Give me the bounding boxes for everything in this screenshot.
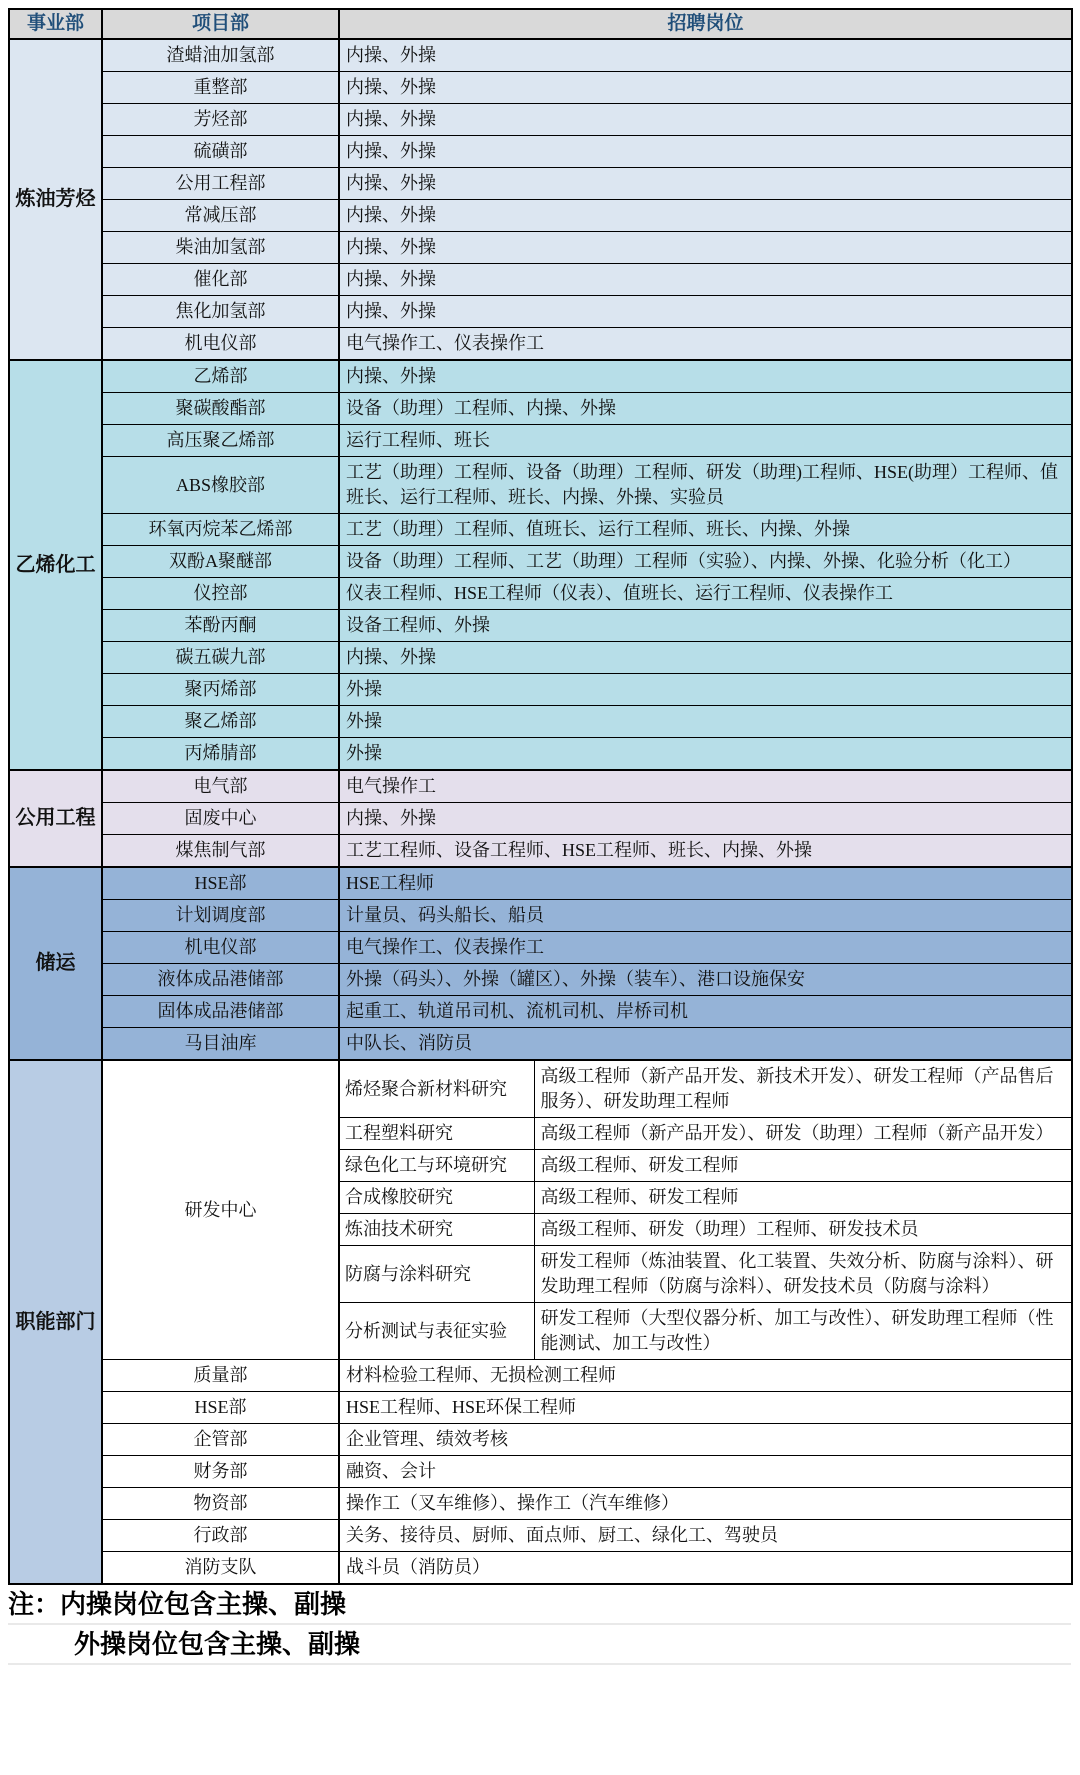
note-line: 外操岗位包含主操、副操	[8, 1625, 1071, 1665]
research-area-cell: 绿色化工与环境研究	[339, 1150, 534, 1182]
positions-cell: 内操、外操	[339, 200, 1072, 232]
table-row	[9, 328, 1072, 361]
dept-cell: 机电仪部	[102, 328, 339, 361]
dept-cell: 消防支队	[102, 1552, 339, 1585]
dept-cell: 苯酚丙酮	[102, 610, 339, 642]
table-row	[9, 900, 1072, 932]
positions-cell: 战斗员（消防员）	[339, 1552, 1072, 1585]
positions-cell: 外操	[339, 706, 1072, 738]
positions-cell: 电气操作工、仪表操作工	[339, 932, 1072, 964]
positions-cell: 工艺（助理）工程师、值班长、运行工程师、班长、内操、外操	[339, 514, 1072, 546]
table-row	[9, 835, 1072, 868]
section-label: 乙烯化工	[9, 360, 102, 770]
dept-cell: 计划调度部	[102, 900, 339, 932]
research-area-cell: 烯烃聚合新材料研究	[339, 1060, 534, 1118]
dept-cell: 质量部	[102, 1360, 339, 1392]
research-area-cell: 分析测试与表征实验	[339, 1303, 534, 1360]
table-row	[9, 72, 1072, 104]
table-row	[9, 1456, 1072, 1488]
research-area-cell: 合成橡胶研究	[339, 1182, 534, 1214]
dept-cell: 物资部	[102, 1488, 339, 1520]
dept-cell: 研发中心	[102, 1060, 339, 1360]
dept-cell: 液体成品港储部	[102, 964, 339, 996]
dept-cell: 聚碳酸酯部	[102, 393, 339, 425]
table-row	[9, 39, 1072, 72]
table-row	[9, 1552, 1072, 1585]
dept-cell: 催化部	[102, 264, 339, 296]
positions-cell: 内操、外操	[339, 296, 1072, 328]
positions-cell: 企业管理、绩效考核	[339, 1424, 1072, 1456]
dept-cell: 公用工程部	[102, 168, 339, 200]
dept-cell: 环氧丙烷苯乙烯部	[102, 514, 339, 546]
table-row	[9, 104, 1072, 136]
table-row	[9, 200, 1072, 232]
positions-cell: 仪表工程师、HSE工程师（仪表）、值班长、运行工程师、仪表操作工	[339, 578, 1072, 610]
positions-cell: 设备（助理）工程师、内操、外操	[339, 393, 1072, 425]
table-row	[9, 674, 1072, 706]
positions-cell: 中队长、消防员	[339, 1028, 1072, 1061]
dept-cell: HSE部	[102, 867, 339, 900]
positions-cell: 内操、外操	[339, 72, 1072, 104]
positions-cell: 内操、外操	[339, 104, 1072, 136]
dept-cell: 焦化加氢部	[102, 296, 339, 328]
note-line: 注：内操岗位包含主操、副操	[8, 1585, 1071, 1625]
table-row	[9, 1392, 1072, 1424]
table-row	[9, 264, 1072, 296]
dept-cell: 重整部	[102, 72, 339, 104]
table-row	[9, 770, 1072, 803]
notes	[8, 1585, 1071, 1665]
dept-cell: 渣蜡油加氢部	[102, 39, 339, 72]
section-label: 储运	[9, 867, 102, 1060]
table-row	[9, 514, 1072, 546]
positions-cell: 高级工程师、研发工程师	[534, 1150, 1072, 1182]
dept-cell: 硫磺部	[102, 136, 339, 168]
table-row	[9, 360, 1072, 393]
table-row	[9, 1424, 1072, 1456]
positions-cell: 高级工程师、研发（助理）工程师、研发技术员	[534, 1214, 1072, 1246]
table-row	[9, 1060, 1072, 1118]
positions-cell: 材料检验工程师、无损检测工程师	[339, 1360, 1072, 1392]
positions-cell: 内操、外操	[339, 264, 1072, 296]
dept-cell: 乙烯部	[102, 360, 339, 393]
positions-cell: 研发工程师（炼油装置、化工装置、失效分析、防腐与涂料）、研发助理工程师（防腐与涂料）、研发技术员（防腐与涂料）	[534, 1246, 1072, 1303]
table-row	[9, 642, 1072, 674]
positions-cell: 高级工程师（新产品开发）、研发（助理）工程师（新产品开发）	[534, 1118, 1072, 1150]
header-row	[9, 9, 1072, 39]
positions-cell: 高级工程师（新产品开发、新技术开发）、研发工程师（产品售后服务）、研发助理工程师	[534, 1060, 1072, 1118]
positions-cell: 内操、外操	[339, 39, 1072, 72]
dept-cell: 聚乙烯部	[102, 706, 339, 738]
table-row	[9, 738, 1072, 771]
dept-cell: 固废中心	[102, 803, 339, 835]
positions-cell: 外操（码头）、外操（罐区）、外操（装车）、港口设施保安	[339, 964, 1072, 996]
positions-cell: 运行工程师、班长	[339, 425, 1072, 457]
table-row	[9, 867, 1072, 900]
positions-cell: 关务、接待员、厨师、面点师、厨工、绿化工、驾驶员	[339, 1520, 1072, 1552]
table-row	[9, 706, 1072, 738]
positions-cell: 高级工程师、研发工程师	[534, 1182, 1072, 1214]
dept-cell: 高压聚乙烯部	[102, 425, 339, 457]
dept-cell: 芳烃部	[102, 104, 339, 136]
positions-cell: 起重工、轨道吊司机、流机司机、岸桥司机	[339, 996, 1072, 1028]
recruitment-table	[8, 8, 1073, 1585]
table-row	[9, 425, 1072, 457]
table-row	[9, 232, 1072, 264]
dept-cell: 财务部	[102, 1456, 339, 1488]
positions-cell: 工艺工程师、设备工程师、HSE工程师、班长、内操、外操	[339, 835, 1072, 868]
section-label: 职能部门	[9, 1060, 102, 1584]
positions-cell: 内操、外操	[339, 360, 1072, 393]
dept-cell: 丙烯腈部	[102, 738, 339, 771]
dept-cell: 电气部	[102, 770, 339, 803]
table-row	[9, 578, 1072, 610]
dept-cell: 固体成品港储部	[102, 996, 339, 1028]
positions-cell: 研发工程师（大型仪器分析、加工与改性）、研发助理工程师（性能测试、加工与改性）	[534, 1303, 1072, 1360]
table-row	[9, 610, 1072, 642]
positions-cell: HSE工程师	[339, 867, 1072, 900]
positions-cell: 融资、会计	[339, 1456, 1072, 1488]
positions-cell: 电气操作工	[339, 770, 1072, 803]
section-label: 炼油芳烃	[9, 39, 102, 360]
positions-cell: 计量员、码头船长、船员	[339, 900, 1072, 932]
table-row	[9, 296, 1072, 328]
positions-cell: 设备（助理）工程师、工艺（助理）工程师（实验）、内操、外操、化验分析（化工）	[339, 546, 1072, 578]
positions-cell: 设备工程师、外操	[339, 610, 1072, 642]
positions-cell: 工艺（助理）工程师、设备（助理）工程师、研发（助理)工程师、HSE(助理）工程师、值班长、运行工程师、班长、内操、外操、实验员	[339, 457, 1072, 514]
table-row	[9, 457, 1072, 514]
table-row	[9, 1028, 1072, 1061]
header-division: 事业部	[9, 9, 102, 39]
table-row	[9, 546, 1072, 578]
dept-cell: 常减压部	[102, 200, 339, 232]
table-row	[9, 1360, 1072, 1392]
positions-cell: 内操、外操	[339, 803, 1072, 835]
table-header	[9, 9, 1072, 39]
dept-cell: 双酚A聚醚部	[102, 546, 339, 578]
positions-cell: 外操	[339, 674, 1072, 706]
research-area-cell: 防腐与涂料研究	[339, 1246, 534, 1303]
positions-cell: HSE工程师、HSE环保工程师	[339, 1392, 1072, 1424]
positions-cell: 内操、外操	[339, 136, 1072, 168]
dept-cell: 煤焦制气部	[102, 835, 339, 868]
table-row	[9, 964, 1072, 996]
positions-cell: 内操、外操	[339, 642, 1072, 674]
table-row	[9, 1488, 1072, 1520]
dept-cell: 马目油库	[102, 1028, 339, 1061]
positions-cell: 外操	[339, 738, 1072, 771]
research-area-cell: 工程塑料研究	[339, 1118, 534, 1150]
table-row	[9, 168, 1072, 200]
dept-cell: 聚丙烯部	[102, 674, 339, 706]
dept-cell: ABS橡胶部	[102, 457, 339, 514]
table-row	[9, 932, 1072, 964]
table-row	[9, 1520, 1072, 1552]
dept-cell: 仪控部	[102, 578, 339, 610]
table-body	[9, 39, 1072, 1584]
dept-cell: 碳五碳九部	[102, 642, 339, 674]
dept-cell: 企管部	[102, 1424, 339, 1456]
positions-cell: 内操、外操	[339, 168, 1072, 200]
dept-cell: 机电仪部	[102, 932, 339, 964]
research-area-cell: 炼油技术研究	[339, 1214, 534, 1246]
table-row	[9, 393, 1072, 425]
dept-cell: HSE部	[102, 1392, 339, 1424]
positions-cell: 内操、外操	[339, 232, 1072, 264]
table-row	[9, 803, 1072, 835]
dept-cell: 行政部	[102, 1520, 339, 1552]
table-row	[9, 996, 1072, 1028]
header-project-dept: 项目部	[102, 9, 339, 39]
table-row	[9, 136, 1072, 168]
positions-cell: 操作工（叉车维修）、操作工（汽车维修）	[339, 1488, 1072, 1520]
positions-cell: 电气操作工、仪表操作工	[339, 328, 1072, 361]
section-label: 公用工程	[9, 770, 102, 867]
header-positions: 招聘岗位	[339, 9, 1072, 39]
dept-cell: 柴油加氢部	[102, 232, 339, 264]
